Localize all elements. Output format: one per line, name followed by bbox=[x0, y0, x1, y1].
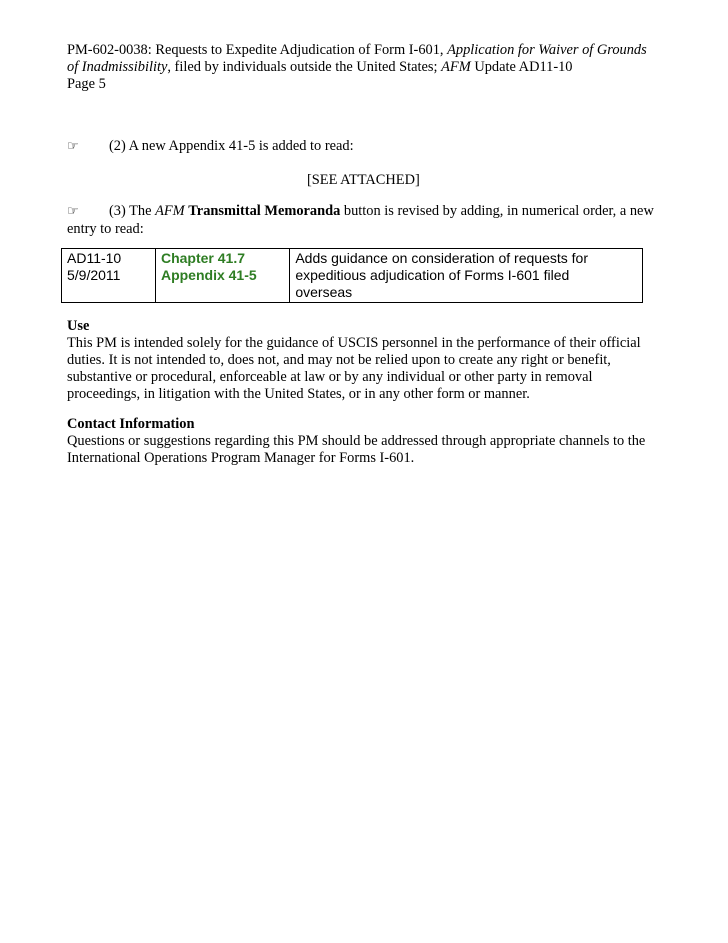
page-number: Page 5 bbox=[67, 76, 106, 92]
see-attached-note: [SEE ATTACHED] bbox=[307, 172, 420, 188]
header-afm: AFM bbox=[441, 59, 471, 75]
item-3-suffix: button is revised by adding, in numerical order, a new bbox=[340, 203, 654, 219]
header-title-text: PM-602-0038: Requests to Expedite Adjudication of Form I-601, bbox=[67, 42, 448, 58]
description-line: Adds guidance on consideration of requests for bbox=[295, 250, 588, 266]
header-filed-text: , filed by individuals outside the United States; bbox=[167, 59, 442, 75]
update-id: AD11-10 bbox=[67, 250, 122, 266]
use-text-line: proceedings, in litigation with the United States, or in any other form or manner. bbox=[67, 386, 530, 402]
header-form-title: Application for Waiver of Grounds bbox=[447, 42, 647, 58]
header-form-title-cont: of Inadmissibility bbox=[67, 59, 168, 75]
chapter-cell bbox=[155, 249, 289, 303]
item-3 bbox=[67, 203, 654, 220]
contact-heading: Contact Information bbox=[67, 416, 195, 432]
header-line-2 bbox=[67, 59, 667, 76]
chapter-link[interactable]: Chapter 41.7 bbox=[160, 250, 246, 266]
use-text-line: This PM is intended solely for the guidance of USCIS personnel in the performance of their official bbox=[67, 335, 641, 351]
page-header bbox=[67, 42, 667, 93]
item-2 bbox=[67, 138, 354, 155]
header-update: Update AD11-10 bbox=[470, 59, 573, 75]
description-line: expeditious adjudication of Forms I-601 filed bbox=[295, 267, 570, 283]
use-text-line: substantive or procedural, enforceable at law or by any individual or other party in removal bbox=[67, 369, 593, 385]
update-cell bbox=[62, 249, 156, 303]
contact-text-line: Questions or suggestions regarding this PM should be addressed through appropriate channels to the bbox=[67, 433, 646, 449]
use-section bbox=[67, 318, 667, 403]
pointing-hand-icon: ☞ bbox=[67, 204, 79, 219]
item-3-prefix: (3) The bbox=[109, 203, 156, 219]
contact-section bbox=[67, 416, 667, 467]
use-heading: Use bbox=[67, 318, 90, 334]
item-2-text: (2) A new Appendix 41-5 is added to read: bbox=[109, 138, 354, 154]
transmittal-table bbox=[61, 248, 643, 303]
contact-text-line: International Operations Program Manager for Forms I-601. bbox=[67, 450, 415, 466]
description-cell bbox=[290, 249, 643, 303]
appendix-link[interactable]: Appendix 41-5 bbox=[160, 267, 257, 283]
header-line-1 bbox=[67, 42, 667, 59]
update-date: 5/9/2011 bbox=[67, 267, 121, 283]
item-3-line-2: entry to read: bbox=[67, 221, 144, 237]
pointing-hand-icon: ☞ bbox=[67, 139, 79, 154]
item-3-transmittal: Transmittal Memoranda bbox=[188, 203, 341, 219]
use-text-line: duties. It is not intended to, does not, and may not be relied upon to create any right or benefit, bbox=[67, 352, 611, 368]
item-3-afm: AFM bbox=[155, 203, 185, 219]
description-line: overseas bbox=[295, 284, 353, 300]
table-row bbox=[62, 249, 643, 303]
